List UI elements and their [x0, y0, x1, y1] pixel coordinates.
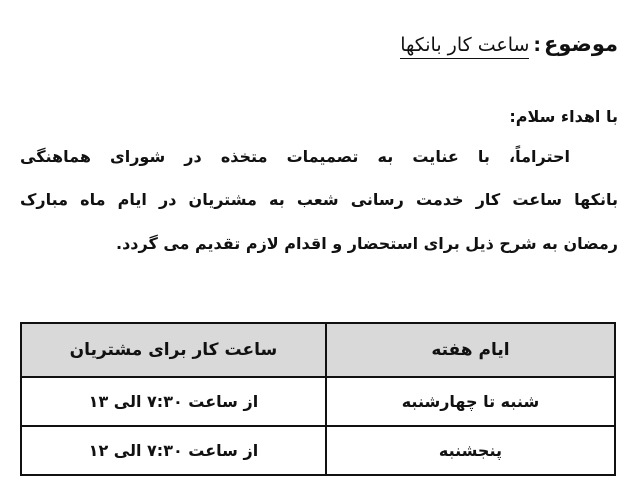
row-2-hours: از ساعت ۷:۳۰ الی ۱۲	[21, 426, 326, 475]
subject-line	[400, 26, 618, 64]
table-row	[21, 426, 615, 475]
row-1-hours: از ساعت ۷:۳۰ الی ۱۳	[21, 377, 326, 426]
body-line-3: رمضان به شرح ذیل برای استحضار و اقدام لازم تقدیم می گردد.	[115, 234, 618, 253]
header-hours: ساعت کار برای مشتریان	[21, 323, 326, 377]
subject-label: موضوع	[544, 32, 618, 56]
greeting: با اهداء سلام:	[509, 107, 618, 126]
subject-separator: :	[533, 34, 542, 56]
table-header-row	[21, 323, 615, 377]
body-line-1: احتراماً، با عنایت به تصمیمات متخذه در شورای هماهنگی	[20, 147, 570, 166]
row-2-days: پنجشنبه	[326, 426, 615, 475]
body-line-2: بانکها ساعت کار خدمت رسانی شعب به مشتریان در ایام ماه مبارک	[20, 190, 618, 209]
subject-value: ساعت کار بانکها	[400, 34, 529, 59]
table-row	[21, 377, 615, 426]
row-1-days: شنبه تا چهارشنبه	[326, 377, 615, 426]
header-days: ایام هفته	[326, 323, 615, 377]
working-hours-table	[20, 322, 616, 476]
